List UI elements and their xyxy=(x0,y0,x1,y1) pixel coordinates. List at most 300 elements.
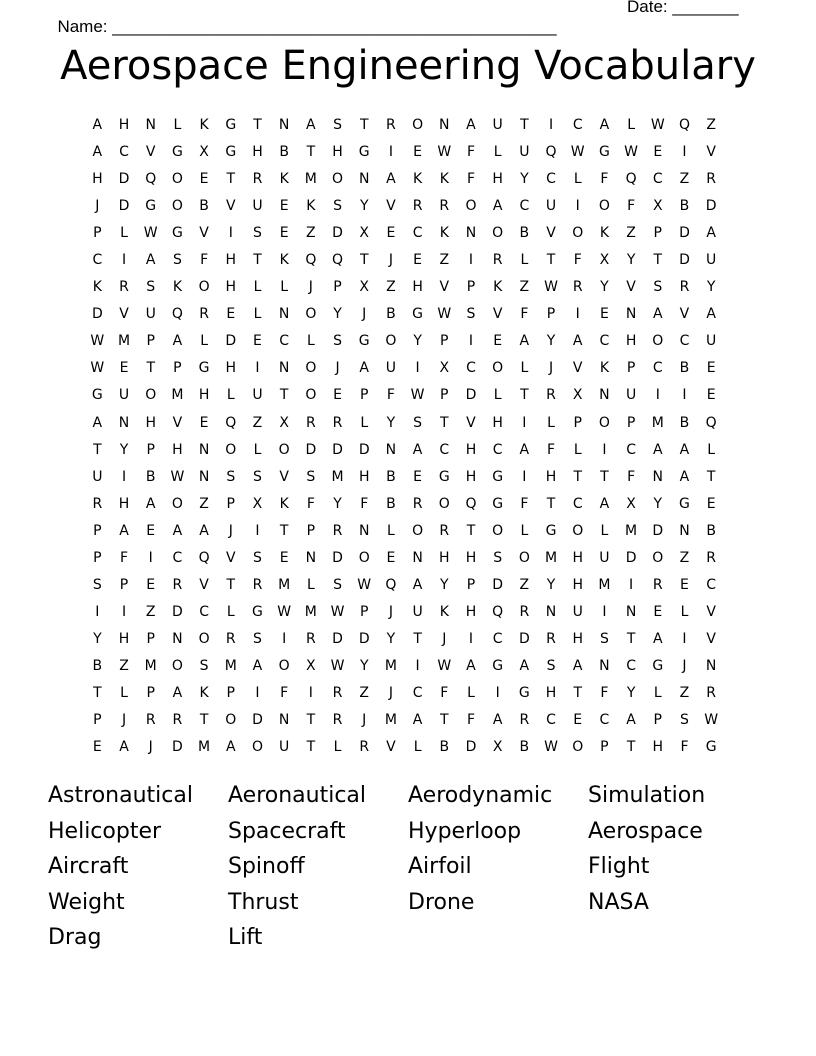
grid-cell[interactable]: T xyxy=(546,252,556,269)
grid-cell[interactable]: G xyxy=(492,495,504,512)
grid-cell[interactable]: D xyxy=(465,739,477,756)
grid-cell[interactable]: N xyxy=(625,603,637,620)
grid-cell[interactable]: E xyxy=(706,387,716,404)
grid-cell[interactable]: S xyxy=(333,333,342,350)
grid-cell[interactable]: G xyxy=(198,360,210,377)
grid-cell[interactable]: W xyxy=(570,144,585,161)
date-field-label[interactable]: Date: _______ xyxy=(627,0,739,16)
grid-cell[interactable]: W xyxy=(624,144,639,161)
grid-cell[interactable]: I xyxy=(682,387,687,404)
grid-cell[interactable]: G xyxy=(438,468,450,485)
grid-cell[interactable]: L xyxy=(707,441,716,458)
grid-cell[interactable]: I xyxy=(228,225,233,242)
grid-cell[interactable]: V xyxy=(199,576,209,593)
grid-cell[interactable]: Y xyxy=(333,306,342,323)
grid-cell[interactable]: N xyxy=(278,360,290,377)
grid-cell[interactable]: O xyxy=(305,360,317,377)
grid-cell[interactable]: Y xyxy=(653,495,663,512)
grid-cell[interactable]: D xyxy=(91,306,103,323)
grid-cell[interactable]: A xyxy=(92,117,103,133)
grid-cell[interactable]: K xyxy=(279,252,289,269)
grid-cell[interactable]: K xyxy=(439,171,449,188)
grid-cell[interactable]: G xyxy=(518,684,530,701)
grid-cell[interactable]: T xyxy=(359,117,369,133)
grid-cell[interactable]: A xyxy=(706,306,716,323)
grid-cell[interactable]: G xyxy=(225,117,237,133)
grid-cell[interactable]: C xyxy=(652,171,663,188)
grid-cell[interactable]: B xyxy=(386,306,396,323)
grid-cell[interactable]: T xyxy=(520,387,529,404)
grid-cell[interactable]: M xyxy=(544,549,558,566)
grid-cell[interactable]: P xyxy=(466,576,476,593)
grid-cell[interactable]: O xyxy=(652,333,664,350)
grid-cell[interactable]: Q xyxy=(625,171,637,188)
grid-cell[interactable]: N xyxy=(705,657,717,674)
grid-cell[interactable]: B xyxy=(279,144,289,161)
grid-cell[interactable]: X xyxy=(199,144,209,161)
grid-cell[interactable]: P xyxy=(173,360,182,377)
grid-cell[interactable]: K xyxy=(439,603,449,620)
grid-cell[interactable]: W xyxy=(544,279,558,296)
grid-cell[interactable]: R xyxy=(332,684,343,701)
grid-cell[interactable]: K xyxy=(439,225,449,242)
grid-cell[interactable]: F xyxy=(520,495,529,512)
grid-cell[interactable]: L xyxy=(360,414,369,431)
grid-cell[interactable]: I xyxy=(575,198,580,215)
grid-cell[interactable]: K xyxy=(279,495,289,512)
grid-cell[interactable]: A xyxy=(679,468,690,485)
grid-cell[interactable]: R xyxy=(225,630,236,647)
grid-cell[interactable]: T xyxy=(306,712,316,729)
grid-cell[interactable]: N xyxy=(198,468,210,485)
grid-cell[interactable]: F xyxy=(600,171,609,188)
grid-cell[interactable]: V xyxy=(572,360,583,377)
grid-cell[interactable]: H xyxy=(492,171,503,188)
grid-cell[interactable]: L xyxy=(520,522,529,539)
grid-cell[interactable]: L xyxy=(573,441,582,458)
grid-cell[interactable]: U xyxy=(519,144,530,161)
grid-cell[interactable]: W xyxy=(437,144,452,161)
grid-cell[interactable]: T xyxy=(199,712,209,729)
grid-cell[interactable]: O xyxy=(572,522,584,539)
grid-cell[interactable]: V xyxy=(199,225,209,242)
grid-cell[interactable]: W xyxy=(650,117,665,133)
grid-cell[interactable]: Y xyxy=(600,279,609,296)
grid-cell[interactable]: N xyxy=(198,441,210,458)
grid-cell[interactable]: Z xyxy=(679,684,690,701)
grid-cell[interactable]: J xyxy=(442,630,447,647)
grid-cell[interactable]: L xyxy=(306,576,315,593)
grid-cell[interactable]: C xyxy=(119,144,129,161)
grid-cell[interactable]: C xyxy=(279,333,290,350)
grid-cell[interactable]: M xyxy=(384,657,397,674)
grid-cell[interactable]: X xyxy=(359,225,370,242)
grid-cell[interactable]: T xyxy=(253,252,262,269)
grid-cell[interactable]: C xyxy=(519,198,530,215)
grid-cell[interactable]: M xyxy=(331,468,344,485)
grid-cell[interactable]: K xyxy=(92,279,102,296)
grid-cell[interactable]: L xyxy=(493,387,502,404)
grid-cell[interactable]: P xyxy=(119,576,129,593)
grid-cell[interactable]: I xyxy=(255,522,260,539)
grid-cell[interactable]: A xyxy=(92,144,103,161)
grid-cell[interactable]: S xyxy=(253,225,262,242)
grid-cell[interactable]: I xyxy=(602,603,607,620)
grid-cell[interactable]: G xyxy=(705,739,717,756)
grid-cell[interactable]: Y xyxy=(333,495,342,512)
grid-cell[interactable]: S xyxy=(653,279,663,296)
grid-cell[interactable]: O xyxy=(572,225,584,242)
grid-cell[interactable]: V xyxy=(679,306,690,323)
grid-cell[interactable]: P xyxy=(626,360,636,377)
grid-cell[interactable]: A xyxy=(599,495,610,512)
grid-cell[interactable]: K xyxy=(279,171,289,188)
grid-cell[interactable]: C xyxy=(546,171,556,188)
grid-cell[interactable]: B xyxy=(519,225,530,242)
grid-cell[interactable]: N xyxy=(278,117,290,133)
grid-cell[interactable]: O xyxy=(438,495,450,512)
grid-cell[interactable]: A xyxy=(92,414,103,431)
grid-cell[interactable]: O xyxy=(598,414,610,431)
grid-cell[interactable]: T xyxy=(653,252,663,269)
grid-cell[interactable]: A xyxy=(706,225,716,242)
grid-cell[interactable]: C xyxy=(626,657,636,674)
grid-cell[interactable]: U xyxy=(599,549,610,566)
grid-cell[interactable]: T xyxy=(706,468,716,485)
grid-cell[interactable]: P xyxy=(146,441,155,458)
grid-cell[interactable]: Z xyxy=(519,576,530,593)
grid-cell[interactable]: S xyxy=(333,576,342,593)
grid-cell[interactable]: Z xyxy=(359,684,370,701)
grid-cell[interactable]: N xyxy=(358,522,370,539)
grid-cell[interactable]: W xyxy=(357,576,372,593)
grid-cell[interactable]: C xyxy=(92,252,103,269)
grid-cell[interactable]: K xyxy=(493,279,503,296)
grid-cell[interactable]: E xyxy=(413,252,423,269)
grid-cell[interactable]: R xyxy=(305,630,316,647)
grid-cell[interactable]: F xyxy=(466,171,475,188)
grid-cell[interactable]: D xyxy=(358,630,370,647)
grid-cell[interactable]: F xyxy=(520,306,529,323)
grid-cell[interactable]: W xyxy=(544,739,558,756)
grid-cell[interactable]: O xyxy=(278,657,290,674)
grid-cell[interactable]: A xyxy=(519,333,530,350)
grid-cell[interactable]: E xyxy=(119,360,129,377)
grid-cell[interactable]: O xyxy=(412,117,424,133)
grid-cell[interactable]: C xyxy=(679,333,690,350)
grid-cell[interactable]: B xyxy=(706,522,716,539)
grid-cell[interactable]: Q xyxy=(171,306,183,323)
grid-cell[interactable]: V xyxy=(386,739,396,756)
grid-cell[interactable]: V xyxy=(172,414,183,431)
grid-cell[interactable]: M xyxy=(384,712,397,729)
grid-cell[interactable]: W xyxy=(170,468,185,485)
grid-cell[interactable]: G xyxy=(225,144,237,161)
grid-cell[interactable]: H xyxy=(465,441,477,458)
grid-cell[interactable]: M xyxy=(304,171,317,188)
grid-cell[interactable]: U xyxy=(706,333,717,350)
grid-cell[interactable]: W xyxy=(143,225,158,242)
grid-cell[interactable]: G xyxy=(358,333,370,350)
grid-cell[interactable]: U xyxy=(545,198,557,215)
grid-cell[interactable]: G xyxy=(412,306,424,323)
grid-cell[interactable]: D xyxy=(118,171,130,188)
grid-cell[interactable]: U xyxy=(385,360,397,377)
grid-cell[interactable]: T xyxy=(466,522,476,539)
grid-cell[interactable]: C xyxy=(466,360,476,377)
grid-cell[interactable]: T xyxy=(93,441,102,458)
grid-cell[interactable]: D xyxy=(358,441,370,458)
grid-cell[interactable]: Q xyxy=(465,495,477,512)
grid-cell[interactable]: H xyxy=(492,414,503,431)
grid-cell[interactable]: C xyxy=(412,684,423,701)
grid-cell[interactable]: I xyxy=(602,441,607,458)
grid-cell[interactable]: W xyxy=(90,333,105,350)
grid-cell[interactable]: W xyxy=(277,603,292,620)
grid-cell[interactable]: D xyxy=(518,630,530,647)
grid-cell[interactable]: G xyxy=(252,603,263,620)
grid-cell[interactable]: N xyxy=(679,522,690,539)
grid-cell[interactable]: O xyxy=(198,630,210,647)
grid-cell[interactable]: L xyxy=(467,684,475,701)
grid-cell[interactable]: X xyxy=(359,279,370,296)
grid-cell[interactable]: E xyxy=(599,306,609,323)
grid-cell[interactable]: C xyxy=(706,576,717,593)
grid-cell[interactable]: J xyxy=(388,603,393,620)
grid-cell[interactable]: D xyxy=(492,576,504,593)
grid-cell[interactable]: J xyxy=(388,252,393,269)
grid-cell[interactable]: O xyxy=(358,549,370,566)
grid-cell[interactable]: T xyxy=(413,630,422,647)
grid-cell[interactable]: M xyxy=(598,576,611,593)
grid-cell[interactable]: L xyxy=(120,225,128,242)
grid-cell[interactable]: O xyxy=(412,522,424,539)
grid-cell[interactable]: C xyxy=(572,495,583,512)
grid-cell[interactable]: Y xyxy=(386,630,396,647)
grid-cell[interactable]: H xyxy=(652,739,664,756)
grid-cell[interactable]: P xyxy=(93,712,102,729)
grid-cell[interactable]: L xyxy=(306,333,315,350)
grid-cell[interactable]: V xyxy=(279,468,289,485)
grid-cell[interactable]: R xyxy=(386,117,396,133)
grid-cell[interactable]: D xyxy=(252,712,263,729)
grid-cell[interactable]: H xyxy=(545,684,557,701)
grid-cell[interactable]: O xyxy=(225,712,237,729)
grid-cell[interactable]: M xyxy=(224,657,237,674)
grid-cell[interactable]: E xyxy=(253,333,262,350)
grid-cell[interactable]: K xyxy=(199,684,209,701)
grid-cell[interactable]: Z xyxy=(679,549,690,566)
grid-cell[interactable]: E xyxy=(386,225,396,242)
grid-cell[interactable]: P xyxy=(573,414,582,431)
grid-cell[interactable]: U xyxy=(279,739,290,756)
grid-cell[interactable]: V xyxy=(546,225,556,242)
grid-cell[interactable]: H xyxy=(465,549,477,566)
grid-cell[interactable]: L xyxy=(173,117,182,133)
grid-cell[interactable]: Y xyxy=(93,630,102,647)
grid-cell[interactable]: M xyxy=(304,603,317,620)
grid-cell[interactable]: L xyxy=(226,603,235,620)
grid-cell[interactable]: V xyxy=(225,549,236,566)
grid-cell[interactable]: H xyxy=(225,279,237,296)
grid-cell[interactable]: H xyxy=(225,252,237,269)
grid-cell[interactable]: T xyxy=(226,171,236,188)
grid-cell[interactable]: J xyxy=(308,279,313,296)
grid-cell[interactable]: H xyxy=(118,495,130,512)
grid-cell[interactable]: H xyxy=(545,468,557,485)
grid-cell[interactable]: A xyxy=(519,441,530,458)
grid-cell[interactable]: I xyxy=(415,360,420,377)
grid-cell[interactable]: C xyxy=(492,630,503,647)
grid-cell[interactable]: J xyxy=(682,657,687,674)
grid-cell[interactable]: X xyxy=(252,495,263,512)
grid-cell[interactable]: L xyxy=(253,306,262,323)
grid-cell[interactable]: B xyxy=(145,468,156,485)
grid-cell[interactable]: N xyxy=(652,468,664,485)
grid-cell[interactable]: I xyxy=(655,387,660,404)
grid-cell[interactable]: R xyxy=(252,171,263,188)
grid-cell[interactable]: Y xyxy=(440,576,449,593)
grid-cell[interactable]: A xyxy=(492,198,503,215)
grid-cell[interactable]: N xyxy=(118,414,130,431)
grid-cell[interactable]: Y xyxy=(546,576,556,593)
grid-cell[interactable]: E xyxy=(146,576,156,593)
grid-cell[interactable]: C xyxy=(572,117,583,133)
grid-cell[interactable]: M xyxy=(278,576,291,593)
grid-cell[interactable]: D xyxy=(705,198,717,215)
grid-cell[interactable]: O xyxy=(572,739,584,756)
grid-cell[interactable]: P xyxy=(626,414,636,431)
grid-cell[interactable]: F xyxy=(120,549,129,566)
grid-cell[interactable]: L xyxy=(600,522,609,539)
grid-cell[interactable]: R xyxy=(546,387,556,404)
grid-cell[interactable]: E xyxy=(413,468,423,485)
grid-cell[interactable]: Q xyxy=(492,603,504,620)
grid-cell[interactable]: A xyxy=(225,739,236,756)
grid-cell[interactable]: R xyxy=(706,684,717,701)
grid-cell[interactable]: C xyxy=(439,441,450,458)
grid-cell[interactable]: R xyxy=(199,306,209,323)
grid-cell[interactable]: T xyxy=(573,684,582,701)
grid-cell[interactable]: U xyxy=(492,117,503,133)
grid-cell[interactable]: E xyxy=(653,603,663,620)
grid-cell[interactable]: M xyxy=(144,657,157,674)
grid-cell[interactable]: T xyxy=(279,522,289,539)
grid-cell[interactable]: H xyxy=(172,441,183,458)
grid-cell[interactable]: Z xyxy=(679,171,690,188)
grid-cell[interactable]: Y xyxy=(359,657,369,674)
grid-cell[interactable]: W xyxy=(90,360,105,377)
grid-cell[interactable]: R xyxy=(519,712,530,729)
grid-cell[interactable]: O xyxy=(171,657,183,674)
grid-cell[interactable]: Z xyxy=(519,279,530,296)
grid-cell[interactable]: Y xyxy=(359,198,369,215)
grid-cell[interactable]: H xyxy=(332,144,343,161)
grid-cell[interactable]: G xyxy=(545,522,557,539)
grid-cell[interactable]: S xyxy=(680,712,689,729)
grid-cell[interactable]: T xyxy=(359,252,369,269)
grid-cell[interactable]: E xyxy=(493,333,503,350)
grid-cell[interactable]: Z xyxy=(706,117,716,133)
grid-cell[interactable]: S xyxy=(253,630,262,647)
grid-cell[interactable]: R xyxy=(359,739,370,756)
grid-cell[interactable]: A xyxy=(652,630,663,647)
grid-cell[interactable]: S xyxy=(92,576,102,593)
grid-cell[interactable]: E xyxy=(92,739,102,756)
grid-cell[interactable]: S xyxy=(333,117,342,133)
grid-cell[interactable]: R xyxy=(706,549,717,566)
grid-cell[interactable]: P xyxy=(440,333,449,350)
grid-cell[interactable]: C xyxy=(199,603,209,620)
grid-cell[interactable]: O xyxy=(332,171,344,188)
grid-cell[interactable]: L xyxy=(253,279,262,296)
grid-cell[interactable]: J xyxy=(148,739,153,756)
grid-cell[interactable]: O xyxy=(305,306,317,323)
grid-cell[interactable]: Z xyxy=(386,279,396,296)
grid-cell[interactable]: N xyxy=(599,387,610,404)
grid-cell[interactable]: E xyxy=(279,198,289,215)
grid-cell[interactable]: A xyxy=(252,657,263,674)
grid-cell[interactable]: R xyxy=(332,522,343,539)
grid-cell[interactable]: Q xyxy=(678,117,690,133)
grid-cell[interactable]: F xyxy=(440,684,449,701)
grid-cell[interactable]: N xyxy=(439,117,450,133)
grid-cell[interactable]: L xyxy=(627,117,635,133)
grid-cell[interactable]: Y xyxy=(119,441,129,458)
grid-cell[interactable]: P xyxy=(359,603,369,620)
grid-cell[interactable]: A xyxy=(119,739,129,756)
grid-cell[interactable]: P xyxy=(653,712,662,729)
grid-cell[interactable]: A xyxy=(652,306,663,323)
grid-cell[interactable]: Q xyxy=(198,549,210,566)
grid-cell[interactable]: Y xyxy=(520,171,529,188)
grid-cell[interactable]: O xyxy=(198,279,210,296)
grid-cell[interactable]: U xyxy=(572,603,583,620)
grid-cell[interactable]: T xyxy=(253,117,262,133)
grid-cell[interactable]: H xyxy=(252,144,263,161)
grid-cell[interactable]: Q xyxy=(385,576,397,593)
grid-cell[interactable]: A xyxy=(412,712,423,729)
grid-cell[interactable]: Y xyxy=(386,414,396,431)
grid-cell[interactable]: N xyxy=(305,549,317,566)
grid-cell[interactable]: D xyxy=(625,549,637,566)
grid-cell[interactable]: V xyxy=(119,306,129,323)
grid-cell[interactable]: I xyxy=(468,630,474,647)
grid-cell[interactable]: T xyxy=(600,468,609,485)
grid-cell[interactable]: P xyxy=(146,684,155,701)
grid-cell[interactable]: Q xyxy=(305,252,317,269)
grid-cell[interactable]: N xyxy=(465,225,477,242)
grid-cell[interactable]: I xyxy=(682,630,687,647)
grid-cell[interactable]: I xyxy=(148,549,153,566)
grid-cell[interactable]: Q xyxy=(225,414,237,431)
grid-cell[interactable]: R xyxy=(706,171,717,188)
grid-cell[interactable]: I xyxy=(282,630,287,647)
grid-cell[interactable]: R xyxy=(572,279,583,296)
grid-cell[interactable]: R xyxy=(305,414,316,431)
grid-cell[interactable]: D xyxy=(465,387,477,404)
grid-cell[interactable]: C xyxy=(599,333,610,350)
grid-cell[interactable]: P xyxy=(93,549,102,566)
grid-cell[interactable]: D xyxy=(118,198,130,215)
grid-cell[interactable]: K xyxy=(413,171,423,188)
grid-cell[interactable]: R xyxy=(172,712,183,729)
grid-cell[interactable]: W xyxy=(330,657,345,674)
grid-cell[interactable]: H xyxy=(198,387,210,404)
grid-cell[interactable]: E xyxy=(199,414,209,431)
grid-cell[interactable]: S xyxy=(172,252,182,269)
grid-cell[interactable]: H xyxy=(625,333,637,350)
